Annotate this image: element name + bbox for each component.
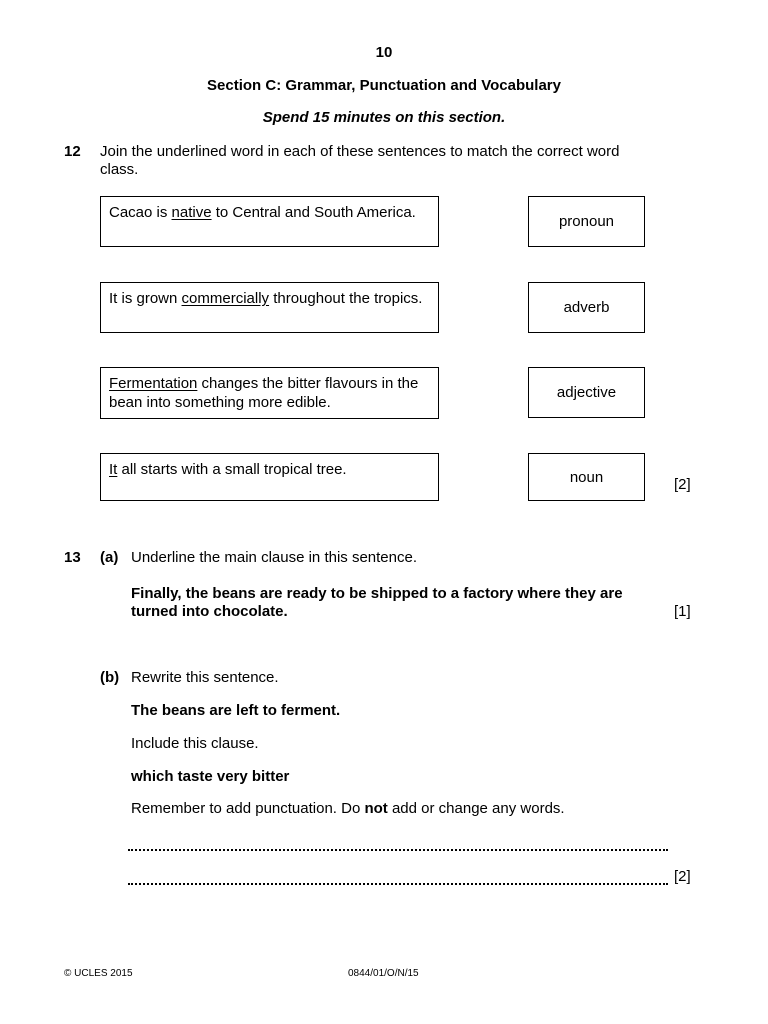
page-number: 10 xyxy=(375,44,393,61)
word-class-box-pronoun[interactable] xyxy=(528,196,645,247)
sentence-3-after: changes the bitter flavours in the bean into something more edible. xyxy=(109,375,419,411)
sentence-box-4[interactable] xyxy=(100,453,439,501)
section-instruction: Spend 15 minutes on this section. xyxy=(262,109,506,126)
question-12-number: 12 xyxy=(64,143,81,160)
question-13a-instruction: Underline the main clause in this sentence. xyxy=(131,549,417,566)
sentence-4-underlined-word: It xyxy=(109,461,118,478)
question-13b-include-label: Include this clause. xyxy=(131,735,259,752)
footer-copyright: © UCLES 2015 xyxy=(64,968,133,979)
question-13a-label: (a) xyxy=(100,549,119,566)
word-class-label: adjective xyxy=(556,384,617,401)
question-13b-sentence: The beans are left to ferment. xyxy=(131,702,341,719)
sentence-1-before: Cacao is xyxy=(109,204,172,221)
section-title: Section C: Grammar, Punctuation and Vocabulary xyxy=(207,77,561,94)
answer-line-2[interactable] xyxy=(128,883,668,885)
sentence-2-before: It is grown xyxy=(109,290,182,307)
question-13a-marks: [1] xyxy=(674,603,691,620)
word-class-box-adjective[interactable] xyxy=(528,367,645,418)
sentence-2-after: throughout the tropics. xyxy=(269,290,423,307)
question-12-prompt: Join the underlined word in each of these sentences to match the correct word class. xyxy=(100,143,620,178)
question-13b-instruction: Rewrite this sentence. xyxy=(131,669,279,686)
question-13-number: 13 xyxy=(64,549,81,566)
footer-paper-code: 0844/01/O/N/15 xyxy=(348,968,419,979)
question-13b-reminder xyxy=(131,800,565,817)
reminder-text-before: Remember to add punctuation. Do xyxy=(131,800,365,817)
reminder-text-after: add or change any words. xyxy=(387,800,565,817)
sentence-box-3[interactable] xyxy=(100,367,439,419)
sentence-3-underlined-word: Fermentation xyxy=(109,375,198,392)
question-13b-marks: [2] xyxy=(674,868,691,885)
sentence-1-underlined-word: native xyxy=(171,204,212,221)
answer-line-1[interactable] xyxy=(128,849,668,851)
sentence-4-after: all starts with a small tropical tree. xyxy=(117,461,347,478)
reminder-text-bold: not xyxy=(364,800,388,817)
word-class-box-noun[interactable] xyxy=(528,453,645,501)
sentence-2-underlined-word: commercially xyxy=(181,290,270,307)
word-class-label: adverb xyxy=(563,299,610,316)
sentence-box-2[interactable] xyxy=(100,282,439,333)
word-class-label: noun xyxy=(569,468,604,486)
question-13a-sentence[interactable]: Finally, the beans are ready to be shipped to a factory where they are turned into chocolate. xyxy=(131,585,623,620)
question-12-marks: [2] xyxy=(674,476,691,493)
question-13b-clause: which taste very bitter xyxy=(131,768,290,785)
sentence-box-1[interactable] xyxy=(100,196,439,247)
sentence-1-after: to Central and South America. xyxy=(211,204,416,221)
word-class-box-adverb[interactable] xyxy=(528,282,645,333)
question-13b-label: (b) xyxy=(100,669,120,686)
word-class-label: pronoun xyxy=(558,213,615,230)
